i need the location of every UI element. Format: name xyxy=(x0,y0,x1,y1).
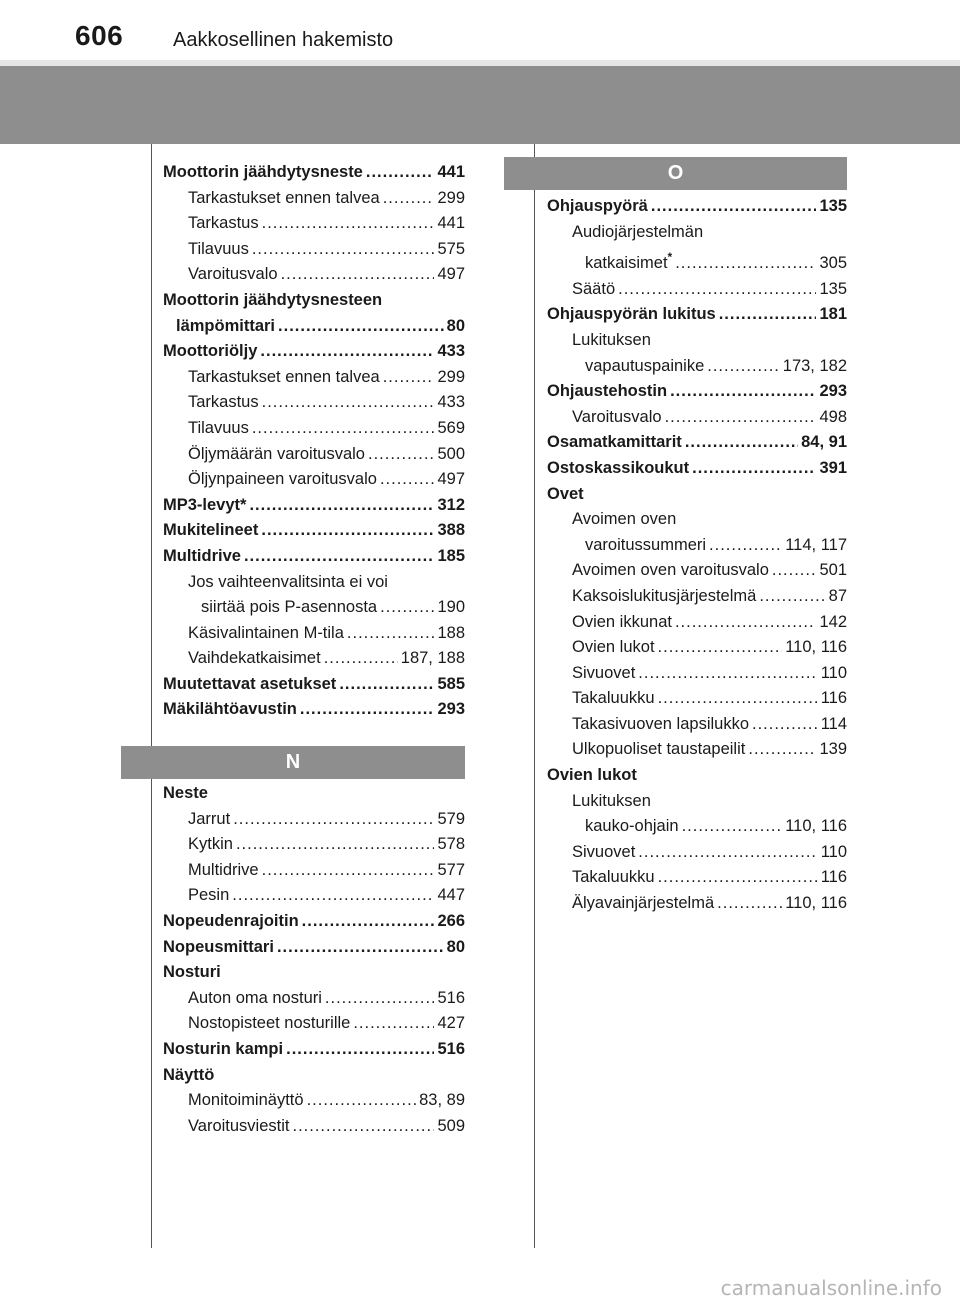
header-band xyxy=(0,66,960,144)
page-reference: 427 xyxy=(437,1014,465,1033)
page-reference: 516 xyxy=(437,1039,465,1058)
index-entry xyxy=(163,262,465,288)
index-entry xyxy=(163,621,465,647)
index-entry xyxy=(547,245,847,277)
dot-leader xyxy=(262,858,435,884)
page-reference: 569 xyxy=(437,418,465,437)
dot-leader xyxy=(675,610,817,636)
index-term: Moottorin jäähdytysneste xyxy=(163,163,363,181)
index-term: Moottorin jäähdytysnesteen xyxy=(163,290,383,309)
dot-leader xyxy=(261,518,434,544)
dot-leader xyxy=(651,194,817,220)
index-entry xyxy=(547,584,847,610)
index-column-right xyxy=(547,194,847,917)
index-term: Säätö xyxy=(572,279,616,298)
page-reference: 585 xyxy=(437,674,465,693)
index-entry xyxy=(547,220,847,246)
index-term: Varoitusvalo xyxy=(572,407,662,426)
dot-leader xyxy=(244,544,435,570)
page-header xyxy=(0,0,960,60)
index-term: Osamatkamittarit xyxy=(547,433,682,452)
index-term: Ulkopuoliset taustapeilit xyxy=(572,740,746,759)
dot-leader xyxy=(709,533,782,559)
dot-leader xyxy=(325,986,435,1012)
dot-leader xyxy=(752,712,818,738)
index-entry xyxy=(163,935,465,961)
page-reference: 433 xyxy=(437,342,465,361)
index-term: katkaisimet* xyxy=(585,250,673,273)
index-term: Kaksoislukitusjärjestelmä xyxy=(572,586,757,605)
index-entry xyxy=(163,883,465,909)
dot-leader xyxy=(682,814,783,840)
dot-leader xyxy=(719,302,817,328)
index-entry xyxy=(547,533,847,559)
index-entry xyxy=(163,237,465,263)
index-entry xyxy=(547,635,847,661)
index-entry xyxy=(163,697,465,723)
page-reference: 110 xyxy=(820,663,847,682)
index-entry xyxy=(163,986,465,1012)
dot-leader xyxy=(638,840,817,866)
index-term: Ostoskassikoukut xyxy=(547,458,690,477)
index-section-o xyxy=(547,194,847,917)
page-reference: 110, 116 xyxy=(785,817,847,836)
page-reference: 299 xyxy=(437,367,465,386)
page-reference: 312 xyxy=(437,495,465,514)
index-entry xyxy=(547,686,847,712)
index-term: Öljymäärän varoitusvalo xyxy=(188,444,365,463)
page-reference: 575 xyxy=(437,239,465,258)
index-term: Lukituksen xyxy=(572,791,651,810)
page-reference: 116 xyxy=(820,868,847,887)
page-reference: 441 xyxy=(437,163,465,181)
index-term: Multidrive xyxy=(188,860,259,879)
index-entry xyxy=(547,507,847,533)
page-reference: 139 xyxy=(819,740,847,759)
page-reference: 441 xyxy=(437,214,465,233)
index-term: Moottoriöljy xyxy=(163,342,258,361)
dot-leader xyxy=(300,697,435,723)
dot-leader xyxy=(281,262,435,288)
dot-leader xyxy=(262,390,435,416)
index-entry xyxy=(163,1011,465,1037)
page-reference: 116 xyxy=(820,689,847,708)
dot-leader xyxy=(748,737,816,763)
index-entry xyxy=(163,288,465,314)
index-entry xyxy=(163,595,465,621)
index-term: vapautuspainike xyxy=(585,356,705,375)
index-term: Multidrive xyxy=(163,546,241,565)
page-reference: 497 xyxy=(437,265,465,284)
page-reference: 80 xyxy=(446,937,465,956)
dot-leader xyxy=(675,251,816,277)
index-entry xyxy=(547,814,847,840)
page-reference: 80 xyxy=(446,316,465,335)
index-entry xyxy=(547,789,847,815)
index-entry xyxy=(163,339,465,365)
dot-leader xyxy=(380,467,435,493)
dot-leader xyxy=(707,354,780,380)
index-entry xyxy=(163,781,465,807)
index-entry xyxy=(547,302,847,328)
index-term: Tarkastus xyxy=(188,214,259,233)
index-entry xyxy=(163,646,465,672)
page-reference: 578 xyxy=(437,835,465,854)
index-term: Monitoiminäyttö xyxy=(188,1091,304,1110)
index-entry xyxy=(547,405,847,431)
index-term: Vaihdekatkaisimet xyxy=(188,649,321,668)
index-term: Nosturi xyxy=(163,963,221,982)
index-term: Takaluukku xyxy=(572,868,655,887)
page-reference: 173, 182 xyxy=(782,356,847,375)
index-term: Jos vaihteenvalitsinta ei voi xyxy=(188,572,388,591)
index-entry xyxy=(163,314,465,340)
dot-leader xyxy=(658,635,783,661)
index-term: Pesin xyxy=(188,886,230,905)
page-reference: 293 xyxy=(819,382,847,401)
index-term: Nosturin kampi xyxy=(163,1039,284,1058)
dot-leader xyxy=(232,883,434,909)
dot-leader xyxy=(252,237,435,263)
dot-leader xyxy=(383,186,435,212)
page-reference: 135 xyxy=(819,279,847,298)
section-title: Aakkosellinen hakemisto xyxy=(173,29,394,51)
page-number: 606 xyxy=(75,20,124,51)
dot-leader xyxy=(353,1011,434,1037)
page-reference: 577 xyxy=(437,860,465,879)
dot-leader xyxy=(292,1114,434,1140)
footer-watermark: carmanualsonline.info xyxy=(720,1276,942,1300)
page-reference: 516 xyxy=(437,988,465,1007)
index-entry xyxy=(163,390,465,416)
index-term: Neste xyxy=(163,784,208,802)
page-reference: 509 xyxy=(437,1116,465,1135)
index-entry xyxy=(547,456,847,482)
index-entry xyxy=(547,558,847,584)
page-reference: 498 xyxy=(819,407,847,426)
index-term: lämpömittari xyxy=(176,316,276,335)
index-term: Ovien lukot xyxy=(572,638,655,657)
dot-leader xyxy=(260,339,434,365)
page-reference: 497 xyxy=(437,470,465,489)
page-reference: 266 xyxy=(437,911,465,930)
page-reference: 135 xyxy=(819,197,847,215)
column-divider-left xyxy=(151,144,152,1248)
index-term: Ohjauspyörän lukitus xyxy=(547,305,716,324)
page-reference: 501 xyxy=(819,561,847,580)
dot-leader xyxy=(772,558,817,584)
index-term: Ohjaustehostin xyxy=(547,382,668,401)
index-entry xyxy=(547,737,847,763)
index-term: Avoimen oven varoitusvalo xyxy=(572,561,769,580)
dot-leader xyxy=(286,1037,434,1063)
dot-leader xyxy=(366,160,435,186)
letter-heading-o: O xyxy=(504,157,847,190)
index-term: Ovien ikkunat xyxy=(572,612,672,631)
index-entry xyxy=(547,354,847,380)
index-entry xyxy=(163,858,465,884)
index-term: Tilavuus xyxy=(188,239,249,258)
dot-leader xyxy=(670,379,816,405)
index-term: kauko-ohjain xyxy=(585,817,679,836)
page-reference: 388 xyxy=(437,521,465,540)
letter-heading-n: N xyxy=(121,746,465,779)
index-entry xyxy=(163,1088,465,1114)
index-term: Auton oma nosturi xyxy=(188,988,322,1007)
index-term: Jarrut xyxy=(188,809,231,828)
index-entry xyxy=(547,277,847,303)
index-term: Näyttö xyxy=(163,1065,215,1084)
index-term: Mukitelineet xyxy=(163,521,259,540)
index-term: Tarkastukset ennen talvea xyxy=(188,367,380,386)
index-entry xyxy=(547,763,847,789)
page-reference: 305 xyxy=(819,254,847,273)
dot-leader xyxy=(665,405,817,431)
index-entry xyxy=(163,1114,465,1140)
dot-leader xyxy=(324,646,398,672)
dot-leader xyxy=(658,865,818,891)
dot-leader xyxy=(249,493,434,519)
index-entry xyxy=(163,518,465,544)
page-reference: 110, 116 xyxy=(785,894,847,913)
index-entry xyxy=(163,160,465,186)
index-term: Sivuovet xyxy=(572,663,636,682)
index-entry xyxy=(547,482,847,508)
page-reference: 293 xyxy=(437,700,465,719)
index-term: Varoitusvalo xyxy=(188,265,278,284)
index-entry xyxy=(163,807,465,833)
index-term: Älyavainjärjestelmä xyxy=(572,894,715,913)
dot-leader xyxy=(383,365,435,391)
dot-leader xyxy=(307,1088,417,1114)
page-reference: 87 xyxy=(828,586,847,605)
index-term: varoitussummeri xyxy=(585,535,707,554)
page-reference: 391 xyxy=(819,458,847,477)
index-term: Nopeusmittari xyxy=(163,937,274,956)
dot-leader xyxy=(233,807,434,833)
index-term: Sivuovet xyxy=(572,842,636,861)
page-reference: 84, 91 xyxy=(801,433,847,452)
index-term: Takaluukku xyxy=(572,689,655,708)
index-term: Lukituksen xyxy=(572,330,651,349)
page-reference: 114 xyxy=(820,714,847,733)
page-reference: 83, 89 xyxy=(419,1091,465,1110)
index-entry xyxy=(547,840,847,866)
page-reference: 190 xyxy=(437,598,465,617)
index-term: MP3-levyt* xyxy=(163,495,247,514)
index-entry xyxy=(547,712,847,738)
page-reference: 110 xyxy=(820,842,847,861)
index-entry xyxy=(547,661,847,687)
index-term: Avoimen oven xyxy=(572,510,677,529)
index-term: Varoitusviestit xyxy=(188,1116,290,1135)
dot-leader xyxy=(277,935,444,961)
index-term: Tarkastukset ennen talvea xyxy=(188,188,380,207)
dot-leader xyxy=(262,211,435,237)
page-reference: 181 xyxy=(819,305,847,324)
index-entry xyxy=(547,194,847,220)
dot-leader xyxy=(339,672,434,698)
dot-leader xyxy=(368,442,434,468)
dot-leader xyxy=(278,314,444,340)
index-term: Muutettavat asetukset xyxy=(163,674,337,693)
index-term: Mäkilähtöavustin xyxy=(163,700,297,719)
index-entry xyxy=(163,442,465,468)
page-reference: 500 xyxy=(437,444,465,463)
page-reference: 142 xyxy=(819,612,847,631)
dot-leader xyxy=(236,832,435,858)
index-entry xyxy=(547,865,847,891)
index-entry xyxy=(163,1037,465,1063)
page-reference: 579 xyxy=(437,809,465,828)
index-entry xyxy=(163,365,465,391)
dot-leader xyxy=(685,430,798,456)
index-entry xyxy=(163,570,465,596)
index-entry xyxy=(163,211,465,237)
dot-leader xyxy=(759,584,825,610)
index-section-n xyxy=(163,781,465,1139)
page-reference: 299 xyxy=(437,188,465,207)
dot-leader xyxy=(658,686,818,712)
index-term: Takasivuoven lapsilukko xyxy=(572,714,750,733)
dot-leader xyxy=(252,416,435,442)
dot-leader xyxy=(717,891,782,917)
index-entry xyxy=(163,909,465,935)
page-reference: 433 xyxy=(437,393,465,412)
index-entry xyxy=(163,416,465,442)
index-term: Nostopisteet nosturille xyxy=(188,1014,351,1033)
column-divider-middle xyxy=(534,144,535,1248)
index-entry xyxy=(547,379,847,405)
index-entry xyxy=(163,493,465,519)
index-entry xyxy=(547,328,847,354)
index-term: siirtää pois P-asennosta xyxy=(201,598,378,617)
index-term: Ovien lukot xyxy=(547,766,637,785)
index-term: Ovet xyxy=(547,484,584,503)
index-term: Tarkastus xyxy=(188,393,259,412)
index-entry xyxy=(547,430,847,456)
page-reference: 187, 188 xyxy=(400,649,465,668)
index-entry xyxy=(163,832,465,858)
dot-leader xyxy=(618,277,816,303)
page-reference: 447 xyxy=(437,886,465,905)
index-term: Käsivalintainen M-tila xyxy=(188,623,344,642)
index-term: Ohjauspyörä xyxy=(547,197,648,215)
dot-leader xyxy=(638,661,817,687)
index-entry xyxy=(163,672,465,698)
index-entry xyxy=(547,891,847,917)
index-term: Audiojärjestelmän xyxy=(572,222,704,241)
index-entry xyxy=(547,610,847,636)
index-column-left xyxy=(163,160,465,723)
index-entry xyxy=(163,960,465,986)
index-term: Kytkin xyxy=(188,835,233,854)
index-entry xyxy=(163,544,465,570)
page-reference: 110, 116 xyxy=(785,638,847,657)
index-entry xyxy=(163,186,465,212)
index-entry xyxy=(163,467,465,493)
index-term: Tilavuus xyxy=(188,418,249,437)
dot-leader xyxy=(692,456,816,482)
dot-leader xyxy=(380,595,434,621)
dot-leader xyxy=(347,621,435,647)
page-reference: 185 xyxy=(437,546,465,565)
index-entry xyxy=(163,1063,465,1089)
footnote-asterisk: * xyxy=(667,250,673,265)
page-reference: 114, 117 xyxy=(785,535,847,554)
page-reference: 188 xyxy=(437,623,465,642)
index-column-left-n xyxy=(163,781,465,1139)
dot-leader xyxy=(302,909,435,935)
index-term: Nopeudenrajoitin xyxy=(163,911,299,930)
index-term: Öljynpaineen varoitusvalo xyxy=(188,470,377,489)
index-section-m xyxy=(163,160,465,723)
